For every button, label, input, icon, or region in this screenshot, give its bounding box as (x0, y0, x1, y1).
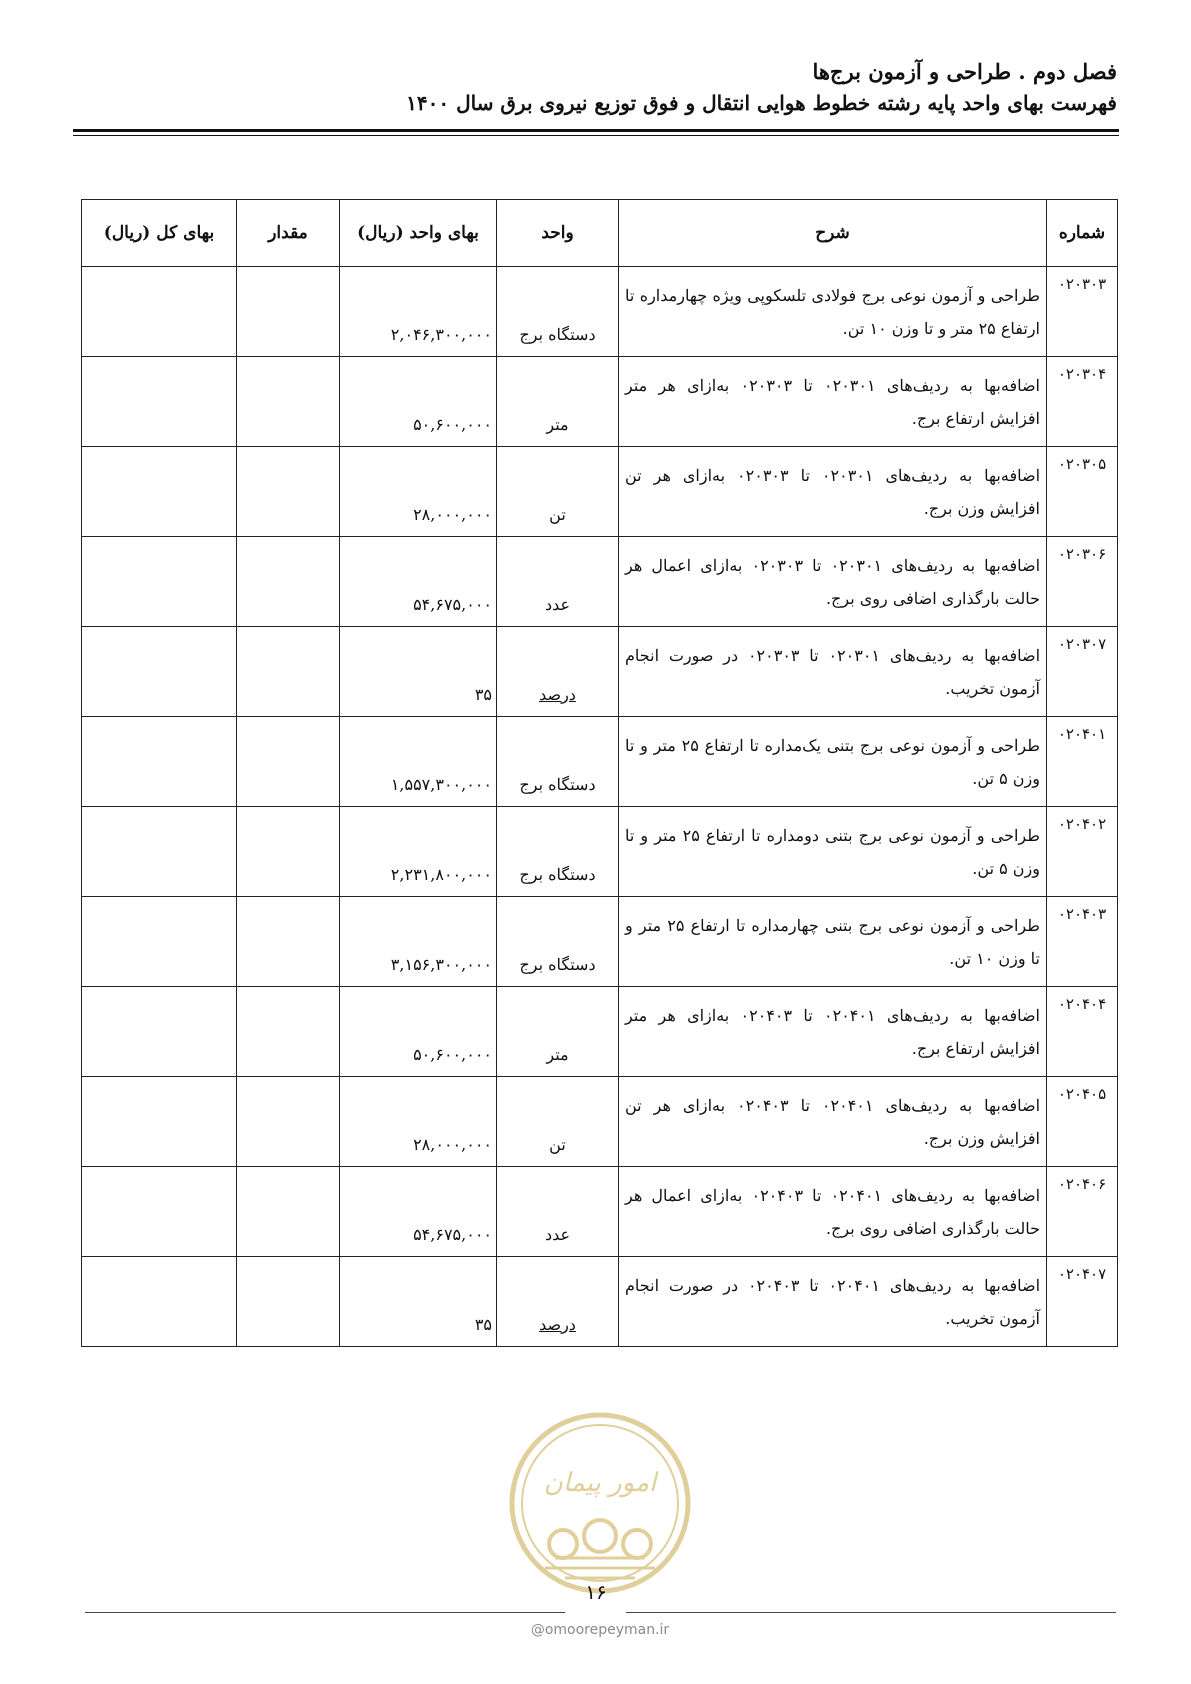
row-unit-price: ۲,۰۴۶,۳۰۰,۰۰۰ (340, 267, 497, 357)
row-description: اضافه‌بها به ردیف‌های ۰۲۰۳۰۱ تا ۰۲۰۳۰۳ در صورت انجام آزمون تخریب. (619, 627, 1047, 717)
row-unit-price: ۱,۵۵۷,۳۰۰,۰۰۰ (340, 717, 497, 807)
row-unit (497, 717, 619, 807)
header-description: شرح (619, 200, 1047, 267)
table-row (82, 1167, 1118, 1257)
table-row (82, 987, 1118, 1077)
row-code: ۰۲۰۳۰۴ (1047, 357, 1118, 447)
row-description: طراحی و آزمون نوعی برج بتنی یک‌مداره تا ارتفاع ۲۵ متر و تا وزن ۵ تن. (619, 717, 1047, 807)
row-code: ۰۲۰۴۰۶ (1047, 1167, 1118, 1257)
footer-rule-right (626, 1612, 1116, 1613)
table-header-row (82, 200, 1118, 267)
row-description: اضافه‌بها به ردیف‌های ۰۲۰۳۰۱ تا ۰۲۰۳۰۳ به‌ازای اعمال هر حالت بارگذاری اضافی روی برج. (619, 537, 1047, 627)
row-quantity (237, 627, 340, 717)
row-quantity (237, 1167, 340, 1257)
unit-label: عدد (544, 1225, 571, 1244)
row-unit (497, 807, 619, 897)
row-total-price (82, 357, 237, 447)
row-quantity (237, 807, 340, 897)
document-subtitle: فهرست بهای واحد پایه رشته خطوط هوایی انتقال و فوق توزیع نیروی برق سال ۱۴۰۰ (406, 91, 1117, 115)
table-row (82, 627, 1118, 717)
row-total-price (82, 1077, 237, 1167)
row-unit (497, 267, 619, 357)
row-quantity (237, 1257, 340, 1347)
row-code: ۰۲۰۳۰۳ (1047, 267, 1118, 357)
header-total-price: بهای کل (ریال) (82, 200, 237, 267)
unit-label: دستگاه برج (519, 865, 596, 884)
header-unit: واحد (497, 200, 619, 267)
row-quantity (237, 717, 340, 807)
table-row (82, 897, 1118, 987)
row-code: ۰۲۰۴۰۲ (1047, 807, 1118, 897)
row-total-price (82, 267, 237, 357)
row-total-price (82, 1167, 237, 1257)
table-row (82, 447, 1118, 537)
chapter-title: فصل دوم . طراحی و آزمون برج‌ها (812, 59, 1117, 84)
row-quantity (237, 897, 340, 987)
unit-label: دستگاه برج (519, 325, 596, 344)
table-row (82, 357, 1118, 447)
unit-label: متر (546, 415, 569, 434)
row-code: ۰۲۰۳۰۷ (1047, 627, 1118, 717)
row-unit-price: ۵۰,۶۰۰,۰۰۰ (340, 357, 497, 447)
page-number: ۱۶ (585, 1580, 607, 1604)
row-quantity (237, 537, 340, 627)
row-quantity (237, 987, 340, 1077)
row-unit-price: ۳۵ (340, 627, 497, 717)
row-code: ۰۲۰۴۰۴ (1047, 987, 1118, 1077)
table-row (82, 1257, 1118, 1347)
footer-rule-left (85, 1612, 565, 1613)
row-code: ۰۲۰۴۰۳ (1047, 897, 1118, 987)
unit-label: درصد (539, 685, 576, 704)
unit-label: عدد (544, 595, 571, 614)
row-code: ۰۲۰۴۰۵ (1047, 1077, 1118, 1167)
row-unit-price: ۵۴,۶۷۵,۰۰۰ (340, 537, 497, 627)
header-code: شماره (1047, 200, 1118, 267)
row-unit (497, 627, 619, 717)
price-table (81, 199, 1118, 1347)
unit-label: تن (549, 1135, 566, 1154)
row-unit-price: ۳۵ (340, 1257, 497, 1347)
row-unit (497, 537, 619, 627)
row-unit-price: ۲۸,۰۰۰,۰۰۰ (340, 447, 497, 537)
unit-label: درصد (539, 1315, 576, 1334)
row-code: ۰۲۰۳۰۵ (1047, 447, 1118, 537)
row-code: ۰۲۰۴۰۷ (1047, 1257, 1118, 1347)
row-quantity (237, 1077, 340, 1167)
unit-label: متر (546, 1045, 569, 1064)
row-unit (497, 897, 619, 987)
table-row (82, 1077, 1118, 1167)
header-rule-thin (73, 135, 1119, 136)
row-unit (497, 1167, 619, 1257)
seal-icon (505, 1408, 695, 1598)
row-total-price (82, 807, 237, 897)
row-total-price (82, 537, 237, 627)
unit-label: تن (549, 505, 566, 524)
row-description: اضافه‌بها به ردیف‌های ۰۲۰۴۰۱ تا ۰۲۰۴۰۳ به‌ازای هر متر افزایش ارتفاع برج. (619, 987, 1047, 1077)
header-quantity: مقدار (237, 200, 340, 267)
row-total-price (82, 1257, 237, 1347)
seal-text: امور پیمان (543, 1468, 657, 1498)
row-unit (497, 447, 619, 537)
row-total-price (82, 717, 237, 807)
watermark-url: @omoorepeyman.ir (530, 1622, 670, 1638)
row-total-price (82, 627, 237, 717)
row-total-price (82, 987, 237, 1077)
unit-label: دستگاه برج (519, 775, 596, 794)
row-unit-price: ۲,۲۳۱,۸۰۰,۰۰۰ (340, 807, 497, 897)
row-code: ۰۲۰۴۰۱ (1047, 717, 1118, 807)
row-unit-price: ۵۴,۶۷۵,۰۰۰ (340, 1167, 497, 1257)
row-quantity (237, 357, 340, 447)
row-unit (497, 1077, 619, 1167)
row-total-price (82, 897, 237, 987)
row-description: اضافه‌بها به ردیف‌های ۰۲۰۳۰۱ تا ۰۲۰۳۰۳ به‌ازای هر متر افزایش ارتفاع برج. (619, 357, 1047, 447)
table-row (82, 807, 1118, 897)
header-rule-thick (73, 129, 1119, 132)
row-code: ۰۲۰۳۰۶ (1047, 537, 1118, 627)
row-description: طراحی و آزمون نوعی برج بتنی چهارمداره تا ارتفاع ۲۵ متر و تا وزن ۱۰ تن. (619, 897, 1047, 987)
header-unit-price: بهای واحد (ریال) (340, 200, 497, 267)
row-total-price (82, 447, 237, 537)
row-unit (497, 357, 619, 447)
row-unit (497, 1257, 619, 1347)
row-description: اضافه‌بها به ردیف‌های ۰۲۰۴۰۱ تا ۰۲۰۴۰۳ به‌ازای هر تن افزایش وزن برج. (619, 1077, 1047, 1167)
row-description: اضافه‌بها به ردیف‌های ۰۲۰۴۰۱ تا ۰۲۰۴۰۳ در صورت انجام آزمون تخریب. (619, 1257, 1047, 1347)
row-unit-price: ۲۸,۰۰۰,۰۰۰ (340, 1077, 497, 1167)
row-description: اضافه‌بها به ردیف‌های ۰۲۰۳۰۱ تا ۰۲۰۳۰۳ به‌ازای هر تن افزایش وزن برج. (619, 447, 1047, 537)
table-row (82, 537, 1118, 627)
unit-label: دستگاه برج (519, 955, 596, 974)
row-unit-price: ۵۰,۶۰۰,۰۰۰ (340, 987, 497, 1077)
table-row (82, 267, 1118, 357)
page-header (75, 56, 1117, 118)
row-description: طراحی و آزمون نوعی برج فولادی تلسکوپی ویژه چهارمداره تا ارتفاع ۲۵ متر و تا وزن ۱۰ تن. (619, 267, 1047, 357)
row-unit (497, 987, 619, 1077)
row-quantity (237, 447, 340, 537)
row-quantity (237, 267, 340, 357)
seal-watermark (505, 1408, 695, 1598)
table-row (82, 717, 1118, 807)
row-description: طراحی و آزمون نوعی برج بتنی دومداره تا ارتفاع ۲۵ متر و تا وزن ۵ تن. (619, 807, 1047, 897)
row-description: اضافه‌بها به ردیف‌های ۰۲۰۴۰۱ تا ۰۲۰۴۰۳ به‌ازای اعمال هر حالت بارگذاری اضافی روی برج. (619, 1167, 1047, 1257)
row-unit-price: ۳,۱۵۶,۳۰۰,۰۰۰ (340, 897, 497, 987)
